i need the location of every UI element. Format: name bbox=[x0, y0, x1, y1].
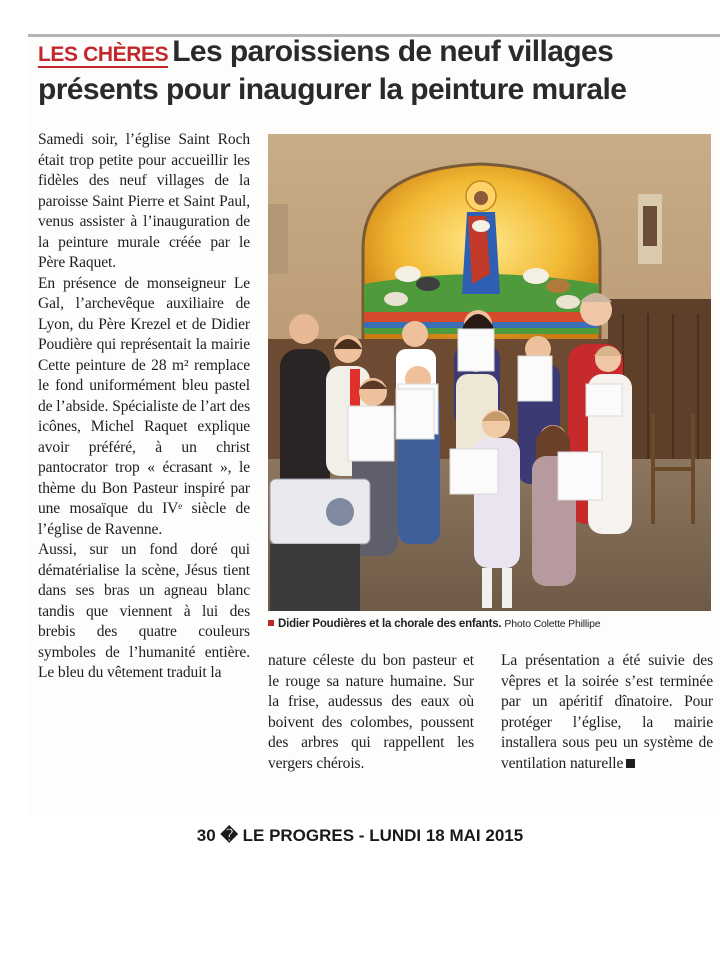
page-number: 30 bbox=[196, 826, 216, 845]
photo-caption bbox=[268, 618, 713, 630]
publication-date: LE PROGRES - LUNDI 18 MAI 2015 bbox=[242, 826, 524, 845]
article-column-3 bbox=[501, 651, 713, 774]
choir-photo bbox=[268, 134, 711, 611]
page-footer bbox=[0, 826, 720, 846]
caption-text: Didier Poudières et la chorale des enfants. bbox=[278, 618, 502, 630]
kicker-label: LES CHÈRES bbox=[38, 43, 169, 66]
headline bbox=[38, 34, 718, 107]
paragraph-1: Samedi soir, l’église Saint Roch était trop petite pour accueillir les fidèles des neuf villages de la paroisse Saint Pierre et Saint Paul, venus assister à l’inauguration de la peinture murale créée par le Père Raquet. bbox=[38, 131, 250, 271]
paragraph-5: La présentation a été suivie des vêpres et la soirée s’est terminée par un apéritif dînatoire. Pour protéger l’église, la mairie installera sous peu un système de ventilation naturelle bbox=[501, 652, 713, 772]
paragraph-2: En présence de monseigneur Le Gal, l’archevêque auxiliaire de Lyon, du Père Krezel et de Didier Poudière qui représentait la mairie Cette peinture de 28 m² remplace le fond uniformément bleu pastel de l’abside. Spécialiste de l’art des icônes, Michel Raquet explique avoir préféré, à un christ pantocrator trop « écrasant », le thème du Bon Pasteur inspiré par une mosaïque du IVᵉ siècle de l’église de Ravenne. bbox=[38, 274, 250, 538]
end-of-article-icon bbox=[626, 759, 635, 768]
headline-text: Les paroissiens de neuf villages présents pour inaugurer la peinture murale bbox=[38, 35, 627, 106]
newspaper-clipping bbox=[28, 34, 720, 814]
footer-separator: � bbox=[220, 826, 238, 845]
article-column-1 bbox=[38, 130, 250, 684]
article-column-2 bbox=[268, 651, 474, 774]
caption-marker-icon bbox=[268, 620, 274, 626]
photo-credit: Photo Colette Phillipe bbox=[504, 618, 601, 630]
paragraph-3: Aussi, sur un fond doré qui dématérialise la scène, Jésus tient dans ses bras un agneau blanc tandis que viennent à lui des brebis des quatre couleurs symboles de l’humanité entière. Le bleu du vêtement traduit la bbox=[38, 541, 250, 681]
paragraph-4: nature céleste du bon pasteur et le rouge sa nature humaine. Sur la frise, audessus des eaux où boivent des colombes, poussent des arbres qui rappellent les vergers chérois. bbox=[268, 652, 474, 772]
